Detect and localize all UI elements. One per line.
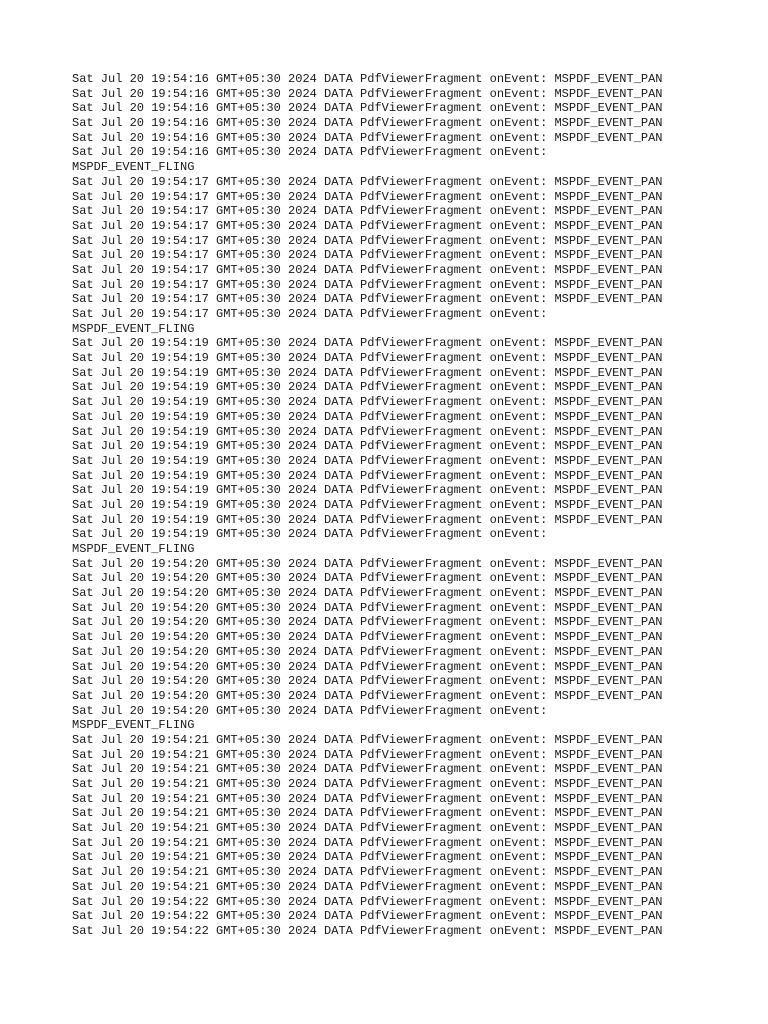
log-line: Sat Jul 20 19:54:22 GMT+05:30 2024 DATA PdfViewerFragment onEvent: MSPDF_EVENT_PAN [72, 894, 663, 909]
log-line: Sat Jul 20 19:54:21 GMT+05:30 2024 DATA PdfViewerFragment onEvent: MSPDF_EVENT_PAN [72, 806, 663, 821]
log-line: Sat Jul 20 19:54:19 GMT+05:30 2024 DATA PdfViewerFragment onEvent: MSPDF_EVENT_PAN [72, 395, 663, 410]
log-line: Sat Jul 20 19:54:20 GMT+05:30 2024 DATA PdfViewerFragment onEvent: MSPDF_EVENT_PAN [72, 600, 663, 615]
log-line: Sat Jul 20 19:54:17 GMT+05:30 2024 DATA PdfViewerFragment onEvent: MSPDF_EVENT_PAN [72, 204, 663, 219]
log-line: Sat Jul 20 19:54:21 GMT+05:30 2024 DATA PdfViewerFragment onEvent: MSPDF_EVENT_PAN [72, 762, 663, 777]
log-line: Sat Jul 20 19:54:16 GMT+05:30 2024 DATA PdfViewerFragment onEvent: [72, 145, 548, 160]
log-text-block [72, 72, 712, 939]
log-line: Sat Jul 20 19:54:17 GMT+05:30 2024 DATA PdfViewerFragment onEvent: MSPDF_EVENT_PAN [72, 277, 663, 292]
log-line: Sat Jul 20 19:54:16 GMT+05:30 2024 DATA PdfViewerFragment onEvent: MSPDF_EVENT_PAN [72, 130, 663, 145]
log-line: MSPDF_EVENT_FLING [72, 542, 195, 556]
log-line: Sat Jul 20 19:54:22 GMT+05:30 2024 DATA PdfViewerFragment onEvent: MSPDF_EVENT_PAN [72, 909, 663, 924]
log-line: Sat Jul 20 19:54:20 GMT+05:30 2024 DATA PdfViewerFragment onEvent: MSPDF_EVENT_PAN [72, 630, 663, 645]
log-line: Sat Jul 20 19:54:17 GMT+05:30 2024 DATA PdfViewerFragment onEvent: MSPDF_EVENT_PAN [72, 262, 663, 277]
log-line: Sat Jul 20 19:54:19 GMT+05:30 2024 DATA PdfViewerFragment onEvent: [72, 527, 548, 542]
log-line: Sat Jul 20 19:54:20 GMT+05:30 2024 DATA PdfViewerFragment onEvent: MSPDF_EVENT_PAN [72, 688, 663, 703]
log-line: Sat Jul 20 19:54:16 GMT+05:30 2024 DATA PdfViewerFragment onEvent: MSPDF_EVENT_PAN [72, 101, 663, 116]
log-line: Sat Jul 20 19:54:19 GMT+05:30 2024 DATA PdfViewerFragment onEvent: MSPDF_EVENT_PAN [72, 365, 663, 380]
log-line: Sat Jul 20 19:54:21 GMT+05:30 2024 DATA PdfViewerFragment onEvent: MSPDF_EVENT_PAN [72, 732, 663, 747]
log-line: Sat Jul 20 19:54:21 GMT+05:30 2024 DATA PdfViewerFragment onEvent: MSPDF_EVENT_PAN [72, 821, 663, 836]
log-line: Sat Jul 20 19:54:17 GMT+05:30 2024 DATA PdfViewerFragment onEvent: MSPDF_EVENT_PAN [72, 174, 663, 189]
log-line: Sat Jul 20 19:54:19 GMT+05:30 2024 DATA PdfViewerFragment onEvent: MSPDF_EVENT_PAN [72, 483, 663, 498]
log-line: Sat Jul 20 19:54:21 GMT+05:30 2024 DATA PdfViewerFragment onEvent: MSPDF_EVENT_PAN [72, 791, 663, 806]
log-line: Sat Jul 20 19:54:20 GMT+05:30 2024 DATA PdfViewerFragment onEvent: MSPDF_EVENT_PAN [72, 674, 663, 689]
log-line: Sat Jul 20 19:54:21 GMT+05:30 2024 DATA PdfViewerFragment onEvent: MSPDF_EVENT_PAN [72, 879, 663, 894]
log-line: Sat Jul 20 19:54:16 GMT+05:30 2024 DATA PdfViewerFragment onEvent: MSPDF_EVENT_PAN [72, 116, 663, 131]
log-line: Sat Jul 20 19:54:19 GMT+05:30 2024 DATA PdfViewerFragment onEvent: MSPDF_EVENT_PAN [72, 351, 663, 366]
log-line: Sat Jul 20 19:54:19 GMT+05:30 2024 DATA PdfViewerFragment onEvent: MSPDF_EVENT_PAN [72, 424, 663, 439]
log-line: Sat Jul 20 19:54:20 GMT+05:30 2024 DATA PdfViewerFragment onEvent: MSPDF_EVENT_PAN [72, 571, 663, 586]
log-line: Sat Jul 20 19:54:17 GMT+05:30 2024 DATA PdfViewerFragment onEvent: MSPDF_EVENT_PAN [72, 248, 663, 263]
log-line: Sat Jul 20 19:54:20 GMT+05:30 2024 DATA PdfViewerFragment onEvent: [72, 703, 548, 718]
log-line: Sat Jul 20 19:54:19 GMT+05:30 2024 DATA PdfViewerFragment onEvent: MSPDF_EVENT_PAN [72, 512, 663, 527]
log-line: Sat Jul 20 19:54:19 GMT+05:30 2024 DATA PdfViewerFragment onEvent: MSPDF_EVENT_PAN [72, 409, 663, 424]
log-line: Sat Jul 20 19:54:20 GMT+05:30 2024 DATA PdfViewerFragment onEvent: MSPDF_EVENT_PAN [72, 586, 663, 601]
log-line: Sat Jul 20 19:54:20 GMT+05:30 2024 DATA PdfViewerFragment onEvent: MSPDF_EVENT_PAN [72, 615, 663, 630]
log-line: MSPDF_EVENT_FLING [72, 160, 195, 175]
log-line: Sat Jul 20 19:54:17 GMT+05:30 2024 DATA PdfViewerFragment onEvent: MSPDF_EVENT_PAN [72, 292, 663, 307]
log-line: Sat Jul 20 19:54:17 GMT+05:30 2024 DATA PdfViewerFragment onEvent: [72, 307, 548, 321]
log-line: MSPDF_EVENT_FLING [72, 321, 195, 336]
log-line: Sat Jul 20 19:54:22 GMT+05:30 2024 DATA PdfViewerFragment onEvent: MSPDF_EVENT_PAN [72, 923, 663, 938]
log-line: Sat Jul 20 19:54:20 GMT+05:30 2024 DATA PdfViewerFragment onEvent: MSPDF_EVENT_PAN [72, 659, 663, 674]
log-line: MSPDF_EVENT_FLING [72, 718, 195, 733]
log-line: Sat Jul 20 19:54:16 GMT+05:30 2024 DATA PdfViewerFragment onEvent: MSPDF_EVENT_PAN [72, 86, 663, 101]
log-line: Sat Jul 20 19:54:21 GMT+05:30 2024 DATA PdfViewerFragment onEvent: MSPDF_EVENT_PAN [72, 747, 663, 762]
log-line: Sat Jul 20 19:54:19 GMT+05:30 2024 DATA PdfViewerFragment onEvent: MSPDF_EVENT_PAN [72, 468, 663, 483]
log-line: Sat Jul 20 19:54:20 GMT+05:30 2024 DATA PdfViewerFragment onEvent: MSPDF_EVENT_PAN [72, 644, 663, 659]
log-line: Sat Jul 20 19:54:17 GMT+05:30 2024 DATA PdfViewerFragment onEvent: MSPDF_EVENT_PAN [72, 218, 663, 233]
log-line: Sat Jul 20 19:54:19 GMT+05:30 2024 DATA PdfViewerFragment onEvent: MSPDF_EVENT_PAN [72, 439, 663, 454]
log-line: Sat Jul 20 19:54:17 GMT+05:30 2024 DATA PdfViewerFragment onEvent: MSPDF_EVENT_PAN [72, 233, 663, 248]
log-line: Sat Jul 20 19:54:21 GMT+05:30 2024 DATA PdfViewerFragment onEvent: MSPDF_EVENT_PAN [72, 865, 663, 880]
log-line: Sat Jul 20 19:54:21 GMT+05:30 2024 DATA PdfViewerFragment onEvent: MSPDF_EVENT_PAN [72, 835, 663, 850]
log-line: Sat Jul 20 19:54:21 GMT+05:30 2024 DATA PdfViewerFragment onEvent: MSPDF_EVENT_PAN [72, 777, 663, 791]
log-line: Sat Jul 20 19:54:16 GMT+05:30 2024 DATA PdfViewerFragment onEvent: MSPDF_EVENT_PAN [72, 72, 663, 86]
log-line: Sat Jul 20 19:54:17 GMT+05:30 2024 DATA PdfViewerFragment onEvent: MSPDF_EVENT_PAN [72, 189, 663, 204]
log-line: Sat Jul 20 19:54:19 GMT+05:30 2024 DATA PdfViewerFragment onEvent: MSPDF_EVENT_PAN [72, 336, 663, 351]
log-line: Sat Jul 20 19:54:20 GMT+05:30 2024 DATA PdfViewerFragment onEvent: MSPDF_EVENT_PAN [72, 556, 663, 571]
log-line: Sat Jul 20 19:54:19 GMT+05:30 2024 DATA PdfViewerFragment onEvent: MSPDF_EVENT_PAN [72, 497, 663, 512]
log-line: Sat Jul 20 19:54:19 GMT+05:30 2024 DATA PdfViewerFragment onEvent: MSPDF_EVENT_PAN [72, 380, 663, 395]
log-line: Sat Jul 20 19:54:19 GMT+05:30 2024 DATA PdfViewerFragment onEvent: MSPDF_EVENT_PAN [72, 453, 663, 468]
log-line: Sat Jul 20 19:54:21 GMT+05:30 2024 DATA PdfViewerFragment onEvent: MSPDF_EVENT_PAN [72, 850, 663, 865]
